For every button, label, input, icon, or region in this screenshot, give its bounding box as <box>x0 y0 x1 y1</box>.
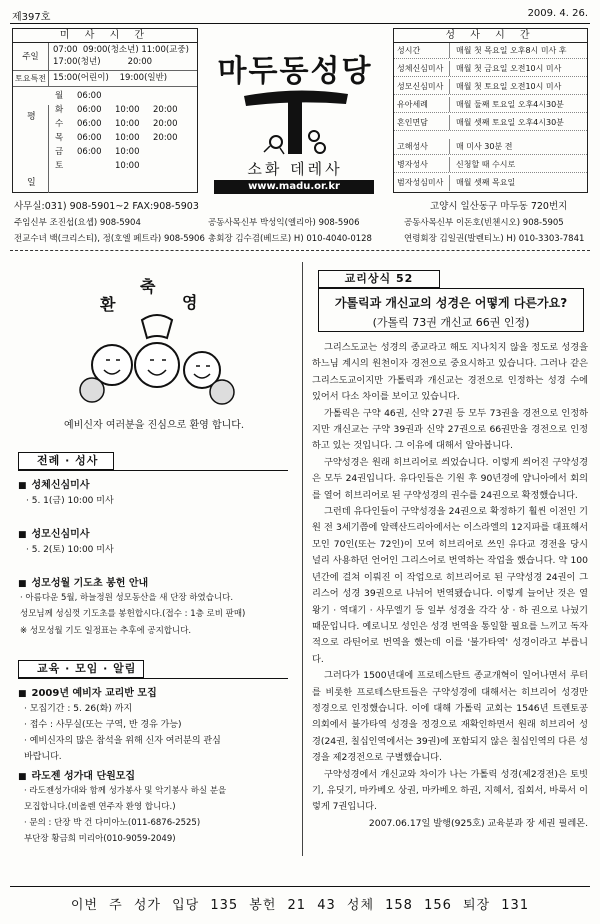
weekday-time: 10:00 <box>115 147 140 157</box>
education-item-line: · 예비신자의 많은 참석을 위해 신자 여러분의 관심 <box>24 736 221 746</box>
issue-number: 제397호 <box>12 12 51 23</box>
article-paragraph: 구약성경에서 개신교와 차이가 나는 가톨릭 성경(제2경전)은 토빗기, 유딧기, 마카베오 상권, 마카베오 하권, 지혜서, 집회서, 바룩서 이렇게 7권입니다. <box>312 768 588 813</box>
education-item-line: · 접수 : 사무실(또는 구역, 반 경유 가능) <box>24 720 182 730</box>
weekday-day: 금 <box>55 147 64 157</box>
weekday-time: 06:00 <box>77 91 102 101</box>
sacrament-label: 유아세례 <box>394 97 450 112</box>
article-paragraph: 그런데 유다인들이 구약성경을 24권으로 확정하기 훨씬 이전인 기원 전 3세기쯤에 알렉산드리아에서는 이스라엘의 12지파를 대표해서 모인 70인(또는 72인)이 모여 히브리어로 쓰인 유다교 경전을 당시 널리 사용하던 언어인 그리스어로 번역하는 작업을 했습니다. 약 100년간에 걸쳐 이뤄진 이 작업으로 히브리어로 된 구약성경 24권이 그리스어 성경 39권으로 나뉘어 번역됐습니다. 이렇게 늘어난 것은 열왕기 · 역대기 · 사무엘기 등 일부 성경을 각각 상 · 하 권으로 나눴기 때문입니다. 예로니모 성인은 성경 번역을 통일할 필요를 느끼고 독자적으로 라틴어로 번역을 했는데 이를 '불가타역' 성경이라고 부릅니다. <box>312 506 588 665</box>
liturgy-item-title: ■ 성체신심미사 <box>18 476 89 491</box>
weekday-label-cell <box>13 105 49 193</box>
hymn-numbers: 이번 주 성가 입당 135 봉헌 21 43 성체 158 156 퇴장 131 <box>70 898 530 913</box>
liturgy-item-line: 성모님께 성심껏 기도초를 봉헌합시다.(접수 : 1층 로비 판매) <box>20 609 246 619</box>
co-pastor-contact: 공동사목신부 박성익(엘리아) 908-5906 <box>208 218 360 228</box>
weekday-label-2: 일 <box>27 178 36 188</box>
weekday-time: 06:00 <box>77 147 102 157</box>
weekday-day: 토 <box>55 161 64 171</box>
sisters-contact: 전교수녀 백(크리스티), 정(호엘 페트라) 908-5906 <box>14 234 205 244</box>
mass-times-box <box>12 28 198 193</box>
mass-times-title: 미 사 시 간 <box>13 29 197 43</box>
education-item-line: 모집합니다.(비올렌 연주자 환영 합니다.) <box>24 802 176 812</box>
education-item-line: 부단장 황금희 미리아(010-9059-2049) <box>24 834 176 844</box>
education-item-line: 바랍니다. <box>24 752 62 762</box>
sacraments-box <box>393 28 588 193</box>
sacrament-row <box>394 79 587 95</box>
weekday-time: 10:00 <box>115 105 140 115</box>
sacrament-value: 매 미사 30분 전 <box>456 142 513 151</box>
doctrine-question-box <box>318 288 584 332</box>
weekday-day: 화 <box>55 105 64 115</box>
education-item-title: ■ 2009년 예비자 교리반 모집 <box>18 684 157 699</box>
weekday-time: 10:00 <box>115 119 140 129</box>
liturgy-heading: 전례 · 성사 <box>18 452 114 470</box>
sacrament-label: 성시간 <box>394 43 450 58</box>
sacraments-title: 성 사 시 간 <box>394 29 587 43</box>
sunday-label: 주일 <box>13 43 49 70</box>
pastor-contact: 주임신부 조진섭(요셉) 908-5904 <box>14 218 141 228</box>
liturgy-item-title: ■ 성모신심미사 <box>18 525 89 540</box>
sacrament-value: 매월 둘째 토요일 오후4시30분 <box>456 100 564 109</box>
sacrament-row <box>394 61 587 77</box>
sacrament-label: 성모신심미사 <box>394 79 450 94</box>
education-item-line: · 문의 : 단장 박 건 다미아노(011-6876-2525) <box>24 818 201 828</box>
sacrament-label: 범자성심미사 <box>394 175 450 191</box>
sunday-row <box>13 43 197 71</box>
sacrament-value: 매월 첫 금요일 오전10시 미사 <box>456 64 562 73</box>
sacrament-value: 매월 셋째 토요일 오후4시30분 <box>456 118 564 127</box>
education-item-line: · 모집기간 : 5. 26(화) 까지 <box>24 704 133 714</box>
smiling-faces-icon <box>72 310 242 410</box>
vice-contact: 연령회장 김일권(발렌티노) H) 010-3303-7841 <box>404 234 585 244</box>
saturday-label: 토요특전 <box>13 71 49 86</box>
weekday-time: 10:00 <box>115 161 140 171</box>
liturgy-item-line: · 5. 2(토) 10:00 미사 <box>26 545 114 555</box>
footer-rule <box>10 886 590 887</box>
article-citation: 2007.06.17일 발행(925호) 교육분과 장 세권 필레몬. <box>368 817 588 829</box>
saturday-row <box>13 71 197 87</box>
education-heading: 교육 · 모임 · 알림 <box>18 660 144 678</box>
sacrament-row <box>394 157 587 173</box>
sacrament-value: 매월 첫 목요일 오후8시 미사 후 <box>456 46 567 55</box>
welcome-char-1: 환 <box>100 295 116 314</box>
president-contact: 총회장 김수겸(베드로) H) 010-4040-0128 <box>208 234 372 244</box>
church-address: 고양시 일산동구 마두동 720번지 <box>430 201 568 212</box>
sacrament-value: 신청할 때 수시로 <box>456 160 516 169</box>
article-paragraph: 가톨릭은 구약 46권, 신약 27권 등 모두 73권을 경전으로 인정하지만 개신교는 구약 39권과 신약 27권으로 66권만을 경전으로 인정하고 있는 것입니다. 그 이유에 대해서 알아봅니다. <box>312 407 588 452</box>
saturday-times: 15:00(어린이) 19:00(일반) <box>53 73 168 83</box>
weekday-time: 20:00 <box>153 133 178 143</box>
sacrament-value: 매월 첫 토요일 오전10시 미사 <box>456 82 562 91</box>
sunday-times-2: 17:00(청년) 20:00 <box>53 57 153 67</box>
patron-saint: 소화 데레사 <box>247 160 343 178</box>
sacrament-row <box>394 97 587 113</box>
sacrament-label: 병자성사 <box>394 157 450 172</box>
weekday-label-1: 평 <box>27 112 36 122</box>
welcome-message: 예비신자 여러분을 진심으로 환영 합니다. <box>64 420 245 431</box>
sacrament-row <box>394 175 587 191</box>
welcome-char-2: 축 <box>140 277 156 296</box>
weekday-time: 06:00 <box>77 105 102 115</box>
weekday-time: 20:00 <box>153 119 178 129</box>
article-paragraph: 구약성경은 원래 히브리어로 씌었습니다. 이렇게 씌어진 구약성경은 모두 24권입니다. 유다인들은 기원 후 90년경에 얌니아에서 회의를 열어 히브리어로 된 구약성경의 권수를 24권으로 확정했습니다. <box>312 456 588 501</box>
sacrament-row <box>394 115 587 131</box>
article-paragraph: 그리스도교는 성경의 종교라고 해도 지나치지 않을 정도로 성경을 하느님 계시의 원천이자 경전으로 중요시하고 있습니다. 그러나 같은 그리스도교이지만 가톨릭과 개신교는 경전으로 인정하는 성경 수에 있어서 다소 차이를 보이고 있습니다. <box>312 342 588 403</box>
issue-date: 2009. 4. 26. <box>527 8 588 19</box>
doctrine-question: 가톨릭과 개신교의 성경은 어떻게 다른가요? <box>334 296 568 310</box>
website-link[interactable]: www.madu.or.kr <box>214 180 374 194</box>
welcome-char-3: 영 <box>182 293 198 312</box>
sacrament-row <box>394 43 587 59</box>
doctrine-subtitle: (가톨릭 73권 개신교 66권 인정) <box>372 316 530 329</box>
liturgy-item-title: ■ 성모성월 기도초 봉헌 안내 <box>18 574 148 589</box>
liturgy-item-line: · 아름다운 5월, 하늘정원 성모동산을 새 단장 하였습니다. <box>20 593 234 603</box>
education-item-title: ■ 라도젠 성가대 단원모집 <box>18 767 135 782</box>
top-rule <box>10 23 590 24</box>
church-name: 마두동성당 <box>217 54 373 89</box>
doctrine-article <box>312 340 588 832</box>
sunday-times-1: 07:00 09:00(청소년) 11:00(교중) <box>53 45 189 55</box>
masthead-topline <box>12 8 588 22</box>
sacrament-row <box>394 139 587 155</box>
liturgy-rule <box>18 470 288 471</box>
weekday-day: 목 <box>55 133 64 143</box>
welcome-illustration <box>12 260 297 450</box>
weekday-day: 월 <box>55 91 64 101</box>
weekday-time: 06:00 <box>77 133 102 143</box>
sacrament-label: 성체신심미사 <box>394 61 450 76</box>
doctrine-tag: 교리상식 52 <box>318 270 440 288</box>
sacrament-label: 고해성사 <box>394 139 450 154</box>
column-divider <box>302 262 303 856</box>
cross-illustration <box>236 84 356 156</box>
liturgy-item-line: ※ 성모성월 기도 일정표는 추후에 공지합니다. <box>20 626 192 636</box>
weekday-day: 수 <box>55 119 64 129</box>
sacrament-value: 매월 셋째 목요일 <box>456 178 516 187</box>
weekday-time: 20:00 <box>153 105 178 115</box>
office-phone: 사무실:031) 908-5901~2 FAX:908-5903 <box>14 201 199 212</box>
education-item-line: · 라도젠성가대와 함께 성가봉사 및 악기봉사 하실 분을 <box>24 786 227 796</box>
education-rule <box>18 678 288 679</box>
weekday-time: 06:00 <box>77 119 102 129</box>
co-pastor2-contact: 공동사목신부 이돈호(빈첸시오) 908-5905 <box>404 218 564 228</box>
liturgy-item-line: · 5. 1(금) 10:00 미사 <box>26 496 114 506</box>
header-divider <box>10 250 590 251</box>
article-paragraph: 그러다가 1500년대에 프로테스탄트 종교개혁이 일어나면서 루터를 비롯한 프로테스탄트들은 구약성경에 대해서는 히브리어 성경만 정경으로 인정했습니다. 이에 대해 가톨릭 교회는 1546년 트렌토공의회에서 불가타역 성경을 정경으로 재확인하면서 원래 히브리어 성경(24권, 칠십인역에서는 39권)에 포함되지 않은 칠십인역의 다른 성경을 제2경전으로 구별했습니다. <box>312 670 588 764</box>
sacrament-label: 혼인면담 <box>394 115 450 130</box>
weekday-time: 10:00 <box>115 133 140 143</box>
